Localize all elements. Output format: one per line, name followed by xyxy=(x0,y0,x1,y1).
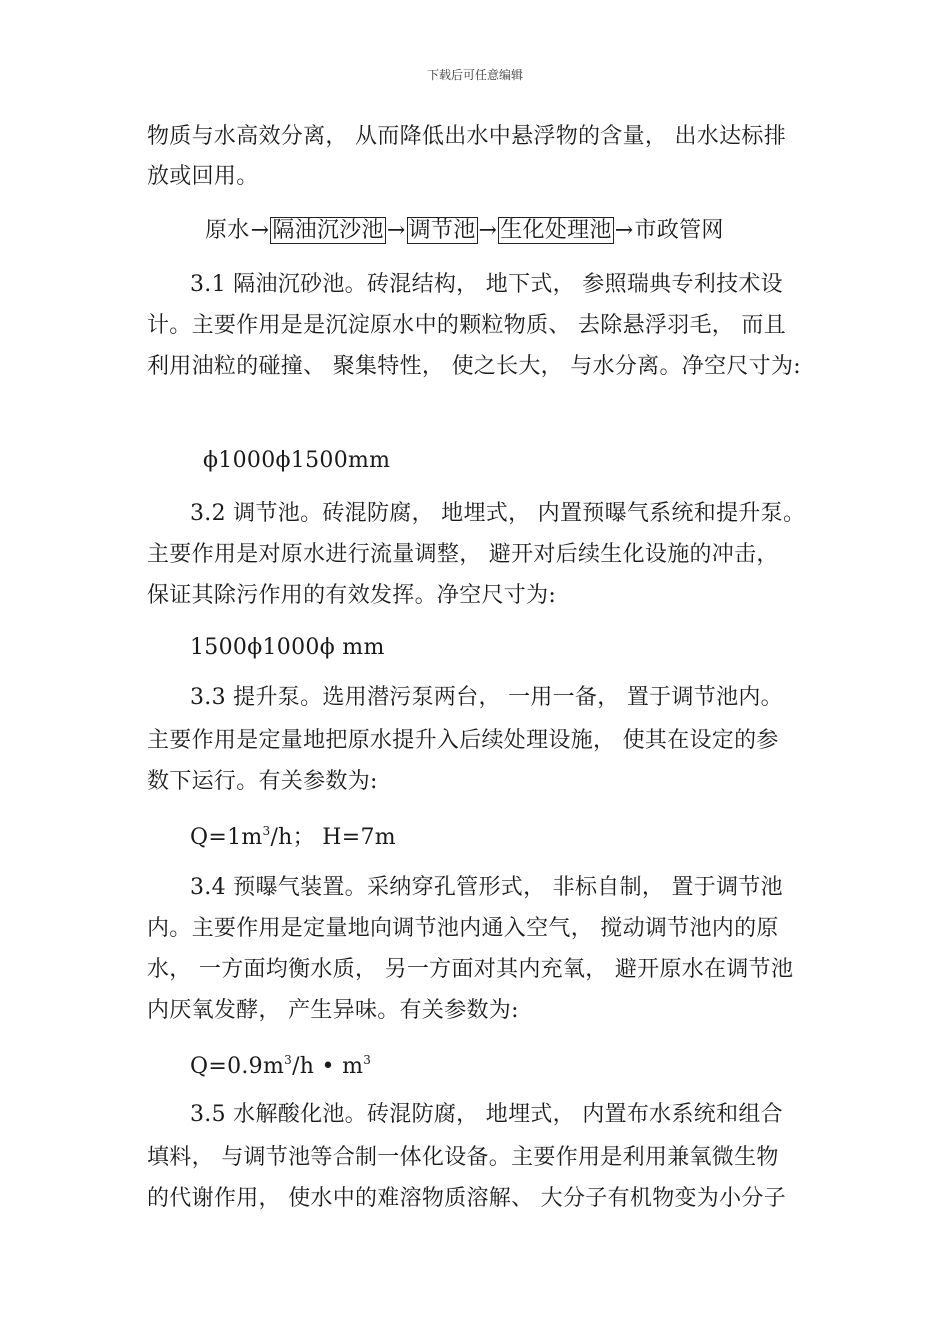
dimension-unit: mm xyxy=(348,448,391,473)
dimension-unit: mm xyxy=(335,635,385,660)
section-3-2-line: 保证其除污作用的有效发挥。净空尺寸为: xyxy=(147,583,557,608)
parameter-text: Q=0.9m xyxy=(190,1054,285,1079)
flow-end: 市政管网 xyxy=(634,218,724,243)
section-3-4-line: 水， 一方面均衡水质， 另一方面对其内充氧， 避开原水在调节池 xyxy=(147,957,794,982)
section-3-3-line: 3.3 提升泵。选用潜污泵两台， 一用一备， 置于调节池内。 xyxy=(190,685,783,710)
paragraph-line: 物质与水高效分离， 从而降低出水中悬浮物的含量， 出水达标排 xyxy=(147,124,786,149)
process-flow xyxy=(205,216,724,246)
flow-step-biochemical-tank: 生化处理池 xyxy=(500,218,612,243)
section-3-1-line: 3.1 隔油沉砂池。砖混结构， 地下式， 参照瑞典专利技术设 xyxy=(190,272,783,297)
page-header: 下载后可任意编辑 xyxy=(426,68,523,82)
section-3-4-line: 内厌氧发酵， 产生异味。有关参数为: xyxy=(147,998,519,1023)
flow-step-oil-separator: 隔油沉沙池 xyxy=(272,218,384,243)
parameter-text: /h • m xyxy=(292,1054,364,1079)
dimension-3-1 xyxy=(203,446,390,476)
parameter-text: Q=1m xyxy=(190,825,263,850)
flow-start: 原水 xyxy=(205,218,250,243)
section-3-4-line: 内。主要作用是定量地向调节池内通入空气， 搅动调节池内的原 xyxy=(147,916,779,941)
section-3-1-line: 计。主要作用是是沉淀原水中的颗粒物质、 去除悬浮羽毛， 而且 xyxy=(147,313,786,338)
section-3-1-line: 利用油粒的碰撞、 聚集特性， 使之长大， 与水分离。净空尺寸为: xyxy=(147,354,801,379)
arrow-icon: → xyxy=(250,218,270,243)
diameter-symbol-icon: ϕ xyxy=(319,635,335,660)
section-3-5-line: 填料， 与调节池等合制一体化设备。主要作用是利用兼氧微生物 xyxy=(147,1145,779,1170)
section-3-2-line: 3.2 调节池。砖混防腐， 地埋式， 内置预曝气系统和提升泵。 xyxy=(190,501,806,526)
parameter-3-4 xyxy=(190,1052,371,1082)
superscript: 3 xyxy=(284,1053,293,1067)
diameter-symbol-icon: ϕ xyxy=(247,635,263,660)
arrow-icon: → xyxy=(386,218,406,243)
section-3-3-line: 数下运行。有关参数为: xyxy=(147,769,378,794)
parameter-3-3 xyxy=(190,823,396,853)
section-3-3-line: 主要作用是定量地把原水提升入后续处理设施， 使其在设定的参 xyxy=(147,728,779,753)
section-3-2-line: 主要作用是对原水进行流量调整， 避开对后续生化设施的冲击， xyxy=(147,542,779,567)
paragraph-line: 放或回用。 xyxy=(147,164,259,189)
section-3-5-line: 3.5 水解酸化池。砖混防腐， 地埋式， 内置布水系统和组合 xyxy=(190,1102,783,1127)
diameter-symbol-icon: ϕ xyxy=(275,448,291,473)
dimension-value: 1500 xyxy=(290,448,348,473)
dimension-value: 1500 xyxy=(190,635,248,660)
arrow-icon: → xyxy=(478,218,498,243)
superscript: 3 xyxy=(363,1053,372,1067)
dimension-value: 1000 xyxy=(262,635,320,660)
diameter-symbol-icon: ϕ xyxy=(203,448,219,473)
dimension-3-2 xyxy=(190,633,385,663)
flow-step-regulating-tank: 调节池 xyxy=(408,218,476,243)
section-3-4-line: 3.4 预曝气装置。采纳穿孔管形式， 非标自制， 置于调节池 xyxy=(190,875,783,900)
dimension-value: 1000 xyxy=(218,448,276,473)
parameter-text: /h； H=7m xyxy=(270,825,396,850)
superscript: 3 xyxy=(262,824,271,838)
section-3-5-line: 的代谢作用， 使水中的难溶物质溶解、 大分子有机物变为小分子 xyxy=(147,1186,786,1211)
arrow-icon: → xyxy=(614,218,634,243)
